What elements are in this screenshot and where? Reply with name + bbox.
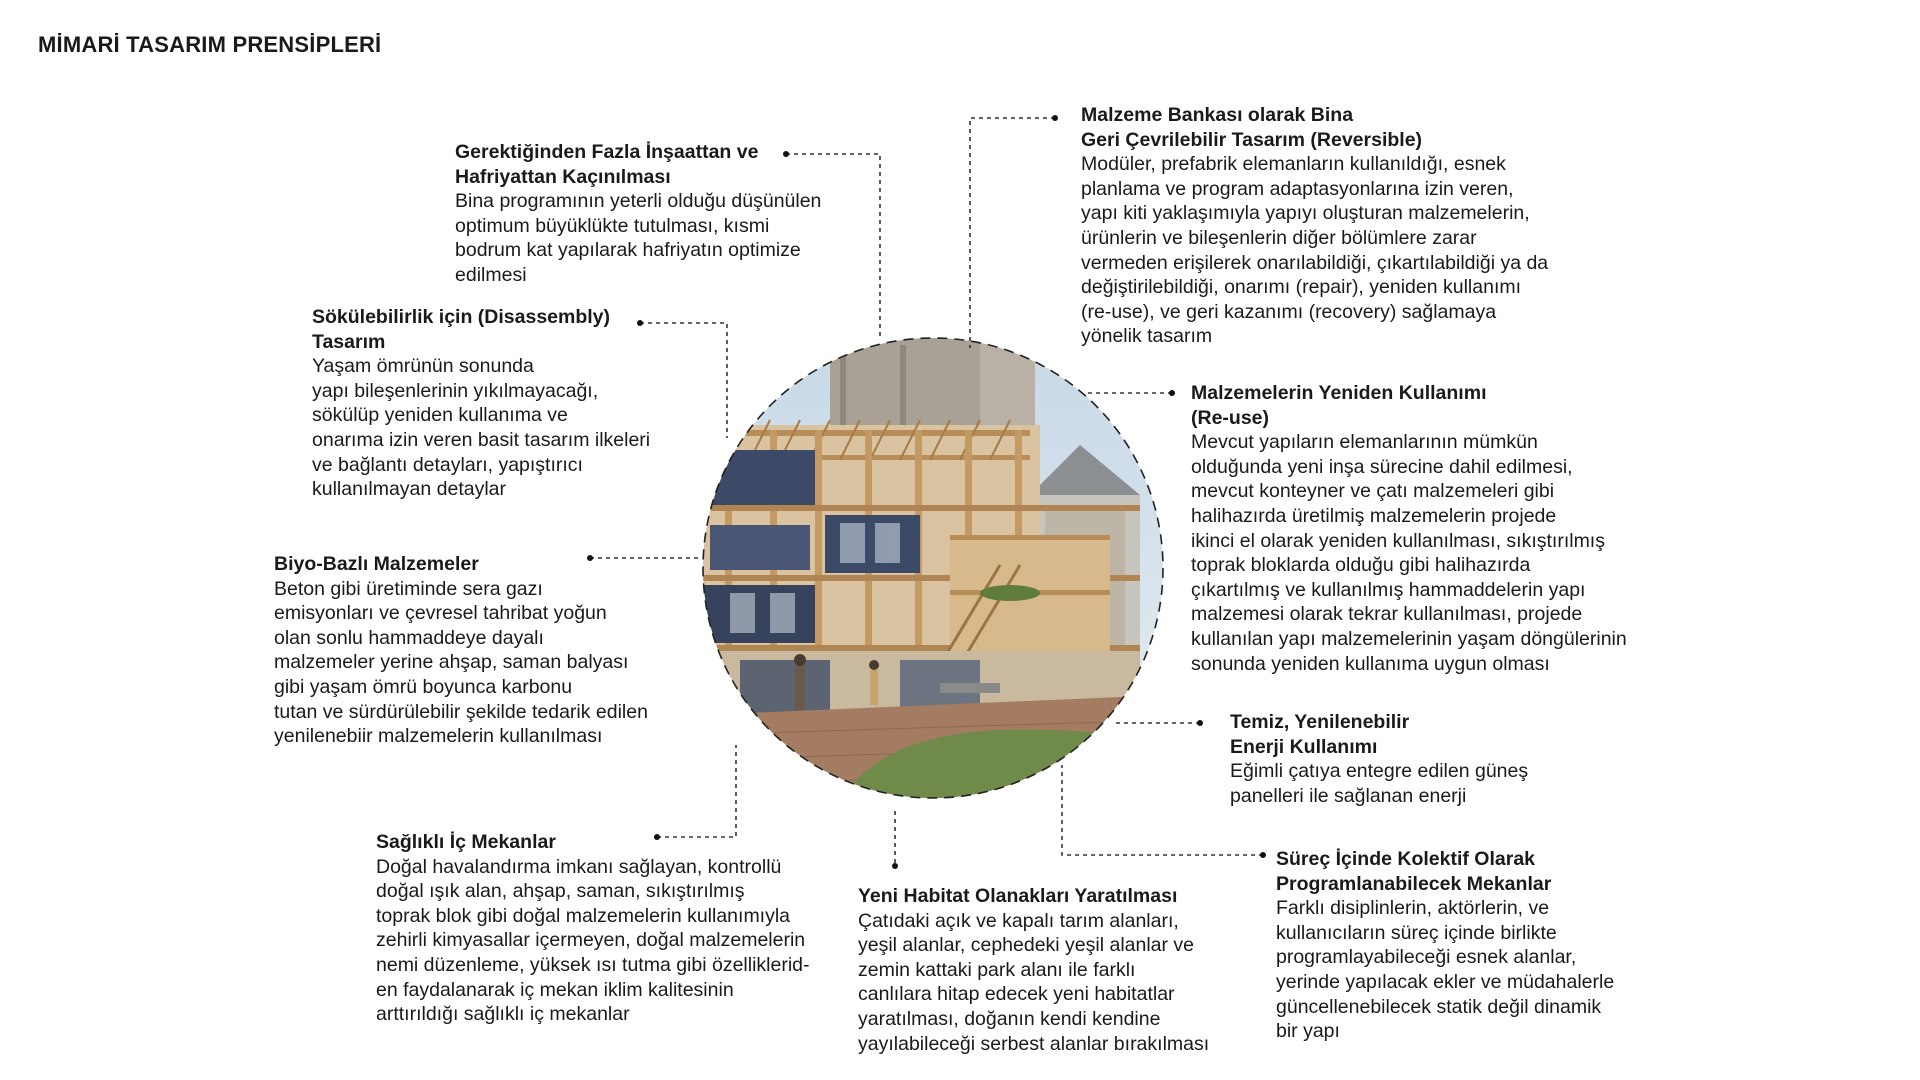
principle-new-habitats: [858, 884, 1209, 1056]
principle-title: Biyo-Bazlı Malzemeler: [274, 553, 479, 575]
principle-body: Eğimli çatıya entegre edilen güneş panelleri ile sağlanan enerji: [1230, 760, 1529, 807]
principle-body: Çatıdaki açık ve kapalı tarım alanları, yeşil alanlar, cephedeki yeşil alanlar ve zemin kattaki park alanı ile farklı canlılara hitap edecek yeni habitatlar yaratılması, doğanın kendi kendine yayılabileceği serbest alanlar bırakılması: [858, 909, 1210, 1055]
principle-healthy-interiors: [376, 830, 810, 1027]
principle-bio-based: [274, 552, 648, 749]
principle-body: Farklı disiplinlerin, aktörlerin, ve kullanıcıların süreç içinde birlikte programlayabileceği esnek alanlar, yerinde yapılacak ekler ve müdahalerle güncellenebilecek statik değil dinamik bir yapı: [1276, 897, 1615, 1043]
principle-title: Gerektiğinden Fazla İnşaattan ve Hafriyattan Kaçınılması: [455, 141, 759, 188]
principle-avoid-excess-construction: [455, 140, 821, 288]
principle-body: Yaşam ömrünün sonunda yapı bileşenlerinin yıkılmayacağı, sökülüp yeniden kullanıma ve onarıma izin veren basit tasarım ilkeleri ve bağlantı detayları, yapıştırıcı kullanılmayan detaylar: [312, 355, 651, 501]
principle-title: Malzeme Bankası olarak Bina Geri Çevrilebilir Tasarım (Reversible): [1081, 104, 1423, 151]
principle-collective-spaces: [1276, 847, 1614, 1044]
principle-title: Sökülebilirlik için (Disassembly) Tasarım: [312, 306, 611, 353]
principle-reuse: [1191, 381, 1627, 676]
principle-body: Mevcut yapıların elemanlarının mümkün olduğunda yeni inşa sürecine dahil edilmesi, mevcut konteyner ve çatı malzemeleri gibi halihazırda üretilmiş malzemelerin projede ikinci el olarak yeniden kullanılması, sıkıştırılmış toprak bloklarda olduğu gibi halihazırda çıkartılmış ve kullanılmış hammaddelerin yapı malzemesi olarak tekrar kullanılması, projede kullanılan yapı malzemelerinin yaşam döngülerinin sonunda yeniden kullanıma uygun olması: [1191, 431, 1627, 675]
principle-title: Yeni Habitat Olanakları Yaratılması: [858, 885, 1178, 907]
page-title: MİMARİ TASARIM PRENSİPLERİ: [38, 32, 382, 57]
principle-title: Sağlıklı İç Mekanlar: [376, 831, 556, 853]
principle-body: Beton gibi üretiminde sera gazı emisyonları ve çevresel tahribat yoğun olan sonlu hammaddeye dayalı malzemeler yerine ahşap, saman balyası gibi yaşam ömrü boyunca karbonu tutan ve sürdürülebilir şekilde tedarik edilen yenilenebiir malzemelerin kullanılması: [274, 577, 648, 748]
principle-body: Bina programının yeterli olduğu düşünülen optimum büyüklükte tutulması, kısmi bodrum kat yapılarak hafriyatın optimize edilmesi: [455, 190, 822, 286]
principle-body: Modüler, prefabrik elemanların kullanıldığı, esnek planlama ve program adaptasyonlarına izin veren, yapı kiti yaklaşımıyla yapıyı oluşturan malzemelerin, ürünlerin ve bileşenlerin diğer bölümlere zarar vermeden erişilerek onarılabildiği, çıkartılabildiği ya da değiştirilebildiği, onarımı (repair), yeniden kullanımı (re-use), ve geri kazanımı (recovery) sağlamaya yönelik tasarım: [1081, 153, 1549, 348]
principle-title: Süreç İçinde Kolektif Olarak Programlanabilecek Mekanlar: [1276, 848, 1552, 895]
principle-clean-energy: [1230, 710, 1528, 808]
principle-title: Malzemelerin Yeniden Kullanımı (Re-use): [1191, 382, 1487, 429]
principle-disassembly: [312, 305, 650, 502]
principle-title: Temiz, Yenilenebilir Enerji Kullanımı: [1230, 711, 1410, 758]
principle-reversible-design: [1081, 103, 1548, 349]
principle-body: Doğal havalandırma imkanı sağlayan, kontrollü doğal ışık alan, ahşap, saman, sıkıştırılmış toprak blok gibi doğal malzemelerin kullanımıyla zehirli kimyasallar içermeyen, doğal malzemelerin nemi düzenleme, yüksek ısı tutma gibi özelliklerid- en faydalanarak iç mekan iklim kalitesinin arttırıldığı sağlıklı iç mekanlar: [376, 855, 810, 1026]
